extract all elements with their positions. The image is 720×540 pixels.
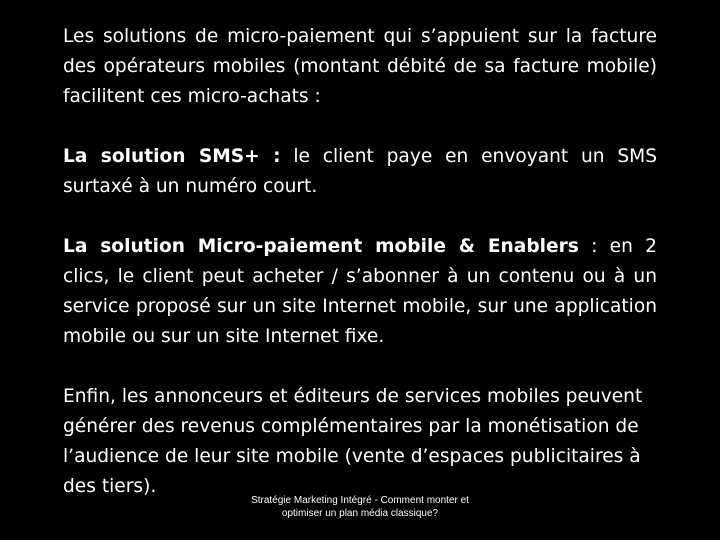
sms-plus-label: La solution SMS+ : [63, 146, 281, 167]
slide-footer: Stratégie Marketing Intégré - Comment monter et optimiser un plan média classique? [251, 495, 469, 519]
sms-plus-text: le client paye en envoyant un SMS surtaxé à un numéro court. [63, 146, 657, 197]
micro-paiement-paragraph [63, 232, 657, 352]
enfin-paragraph: Enfin, les annonceurs et éditeurs de services mobiles peuvent générer des revenus complémentaires par la monétisation de l’audience de leur site mobile (vente d’espaces publicitaires à des tiers). [63, 386, 643, 497]
intro-paragraph: Les solutions de micro-paiement qui s’appuient sur la facture des opérateurs mobiles (montant débité de sa facture mobile) facilitent ces micro-achats : [63, 26, 657, 107]
sms-plus-paragraph [63, 142, 657, 202]
slide-body [63, 22, 657, 502]
micro-paiement-text: : en 2 clics, le client peut acheter / s’abonner à un contenu ou à un service proposé sur un site Internet mobile, sur une application mobile ou sur un site Internet fixe. [63, 236, 657, 347]
micro-paiement-label: La solution Micro-paiement mobile & Enablers [63, 236, 579, 257]
